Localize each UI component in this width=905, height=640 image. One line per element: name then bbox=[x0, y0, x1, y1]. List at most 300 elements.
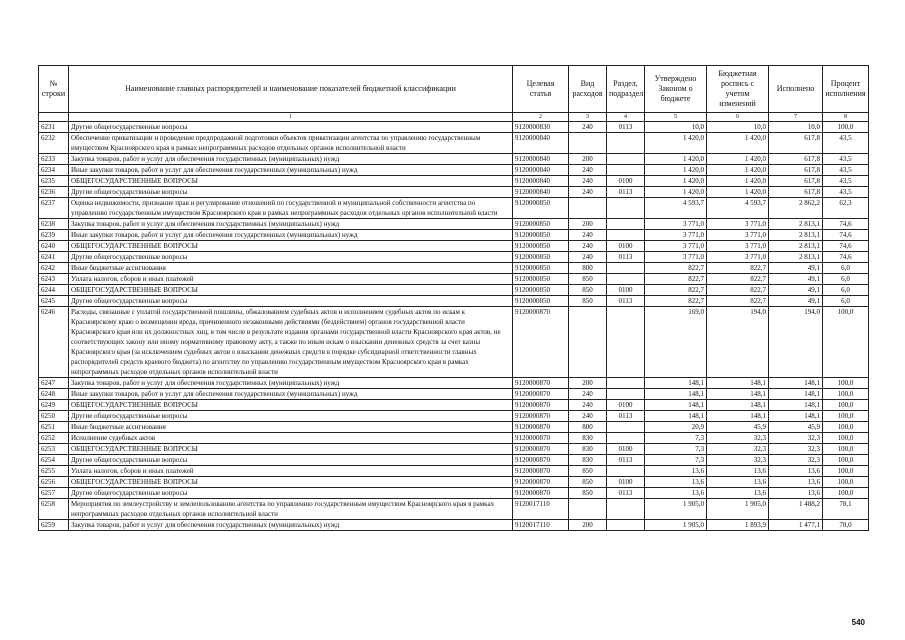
row-name: Оценка недвижимости, признание прав и регулирование отношений по государственной и муниципальной собственности агентства по управлению государственным имуществом Красноярского края в рамках непрограммных расходов отдельных органов исполнительной власти bbox=[69, 198, 513, 219]
row-percent: 74,6 bbox=[823, 230, 869, 241]
row-number: 6249 bbox=[39, 400, 69, 411]
row-name: Другие общегосударственные вопросы bbox=[69, 187, 513, 198]
row-schedule: 10,0 bbox=[707, 122, 769, 133]
row-approved: 822,7 bbox=[645, 285, 707, 296]
row-name: Уплата налогов, сборов и иных платежей bbox=[69, 274, 513, 285]
header-article: Целевая статья bbox=[513, 66, 569, 113]
row-number: 6239 bbox=[39, 230, 69, 241]
row-schedule: 1 420,0 bbox=[707, 176, 769, 187]
table-row bbox=[39, 241, 869, 252]
row-executed: 49,1 bbox=[769, 263, 823, 274]
row-executed: 1 477,1 bbox=[769, 520, 823, 531]
table-row bbox=[39, 488, 869, 499]
row-schedule: 822,7 bbox=[707, 296, 769, 307]
row-number: 6241 bbox=[39, 252, 69, 263]
row-article: 9120000840 bbox=[513, 165, 569, 176]
row-schedule: 148,1 bbox=[707, 400, 769, 411]
row-executed: 10,0 bbox=[769, 122, 823, 133]
header-percent: Процент исполнения bbox=[823, 66, 869, 113]
row-name: Иные закупки товаров, работ и услуг для обеспечения государственных (муниципальных) нужд bbox=[69, 230, 513, 241]
row-executed: 49,1 bbox=[769, 274, 823, 285]
table-row bbox=[39, 133, 869, 154]
header-section: Раздел, подраздел bbox=[607, 66, 645, 113]
row-section: 0113 bbox=[607, 411, 645, 422]
row-kind: 240 bbox=[569, 241, 607, 252]
row-name: Закупка товаров, работ и услуг для обеспечения государственных (муниципальных) нужд bbox=[69, 378, 513, 389]
row-executed: 13,6 bbox=[769, 466, 823, 477]
table-row bbox=[39, 263, 869, 274]
row-number: 6244 bbox=[39, 285, 69, 296]
row-percent: 100,0 bbox=[823, 433, 869, 444]
row-schedule: 1 420,0 bbox=[707, 165, 769, 176]
row-executed: 1 488,2 bbox=[769, 499, 823, 520]
row-schedule: 194,0 bbox=[707, 307, 769, 378]
row-schedule: 822,7 bbox=[707, 274, 769, 285]
row-article: 9120000870 bbox=[513, 477, 569, 488]
row-approved: 7,3 bbox=[645, 433, 707, 444]
table-row bbox=[39, 296, 869, 307]
row-executed: 45,9 bbox=[769, 422, 823, 433]
row-approved: 3 771,0 bbox=[645, 219, 707, 230]
row-schedule: 1 420,0 bbox=[707, 133, 769, 154]
table-row bbox=[39, 433, 869, 444]
row-percent: 78,0 bbox=[823, 520, 869, 531]
row-section: 0113 bbox=[607, 488, 645, 499]
row-schedule: 1 420,0 bbox=[707, 187, 769, 198]
row-number: 6234 bbox=[39, 165, 69, 176]
row-name: Другие общегосударственные вопросы bbox=[69, 411, 513, 422]
budget-table bbox=[38, 65, 869, 531]
row-kind: 200 bbox=[569, 378, 607, 389]
row-kind: 830 bbox=[569, 444, 607, 455]
row-approved: 1 420,0 bbox=[645, 154, 707, 165]
row-name: Иные закупки товаров, работ и услуг для обеспечения государственных (муниципальных) нужд bbox=[69, 389, 513, 400]
row-kind bbox=[569, 133, 607, 154]
row-name: Закупка товаров, работ и услуг для обеспечения государственных (муниципальных) нужд bbox=[69, 154, 513, 165]
row-section bbox=[607, 133, 645, 154]
row-kind: 850 bbox=[569, 477, 607, 488]
row-executed: 2 813,1 bbox=[769, 241, 823, 252]
row-number: 6258 bbox=[39, 499, 69, 520]
row-percent: 43,5 bbox=[823, 176, 869, 187]
row-percent: 43,5 bbox=[823, 187, 869, 198]
row-percent: 100,0 bbox=[823, 422, 869, 433]
row-number: 6252 bbox=[39, 433, 69, 444]
row-section: 0100 bbox=[607, 241, 645, 252]
row-number: 6259 bbox=[39, 520, 69, 531]
row-article: 9120000870 bbox=[513, 378, 569, 389]
row-executed: 148,1 bbox=[769, 411, 823, 422]
table-row bbox=[39, 198, 869, 219]
row-percent: 43,5 bbox=[823, 154, 869, 165]
row-article: 9120000850 bbox=[513, 296, 569, 307]
row-section bbox=[607, 154, 645, 165]
row-percent: 100,0 bbox=[823, 389, 869, 400]
row-schedule: 3 771,0 bbox=[707, 252, 769, 263]
row-section: 0113 bbox=[607, 296, 645, 307]
row-kind: 850 bbox=[569, 466, 607, 477]
row-schedule: 3 771,0 bbox=[707, 241, 769, 252]
row-executed: 617,8 bbox=[769, 133, 823, 154]
row-approved: 7,3 bbox=[645, 455, 707, 466]
row-executed: 13,6 bbox=[769, 477, 823, 488]
row-section: 0113 bbox=[607, 455, 645, 466]
row-name: ОБЩЕГОСУДАРСТВЕННЫЕ ВОПРОСЫ bbox=[69, 176, 513, 187]
table-row bbox=[39, 389, 869, 400]
row-approved: 1 420,0 bbox=[645, 176, 707, 187]
row-article: 9120000870 bbox=[513, 422, 569, 433]
row-number: 6240 bbox=[39, 241, 69, 252]
row-kind bbox=[569, 499, 607, 520]
row-schedule: 148,1 bbox=[707, 411, 769, 422]
row-percent: 62,3 bbox=[823, 198, 869, 219]
row-section bbox=[607, 466, 645, 477]
row-number: 6248 bbox=[39, 389, 69, 400]
row-schedule: 1 420,0 bbox=[707, 154, 769, 165]
row-approved: 10,0 bbox=[645, 122, 707, 133]
row-schedule: 13,6 bbox=[707, 488, 769, 499]
row-approved: 148,1 bbox=[645, 378, 707, 389]
row-article: 9120000830 bbox=[513, 122, 569, 133]
row-name: Иные бюджетные ассигнования bbox=[69, 263, 513, 274]
table-row bbox=[39, 520, 869, 531]
row-percent: 100,0 bbox=[823, 307, 869, 378]
row-schedule: 4 593,7 bbox=[707, 198, 769, 219]
row-number: 6246 bbox=[39, 307, 69, 378]
row-article: 9120000870 bbox=[513, 433, 569, 444]
row-number: 6250 bbox=[39, 411, 69, 422]
row-article: 9120000840 bbox=[513, 187, 569, 198]
row-article: 9120000850 bbox=[513, 252, 569, 263]
row-executed: 49,1 bbox=[769, 296, 823, 307]
table-row bbox=[39, 122, 869, 133]
row-approved: 13,6 bbox=[645, 488, 707, 499]
row-section bbox=[607, 198, 645, 219]
row-approved: 20,9 bbox=[645, 422, 707, 433]
row-schedule: 822,7 bbox=[707, 263, 769, 274]
row-percent: 100,0 bbox=[823, 378, 869, 389]
row-approved: 3 771,0 bbox=[645, 241, 707, 252]
row-schedule: 1 893,9 bbox=[707, 520, 769, 531]
row-section bbox=[607, 422, 645, 433]
row-percent: 74,6 bbox=[823, 219, 869, 230]
row-approved: 1 905,0 bbox=[645, 499, 707, 520]
table-row bbox=[39, 466, 869, 477]
row-number: 6236 bbox=[39, 187, 69, 198]
row-schedule: 148,1 bbox=[707, 378, 769, 389]
row-percent: 100,0 bbox=[823, 455, 869, 466]
row-percent: 6,0 bbox=[823, 296, 869, 307]
col-number: 5 bbox=[645, 113, 707, 122]
row-number: 6242 bbox=[39, 263, 69, 274]
row-schedule: 3 771,0 bbox=[707, 219, 769, 230]
row-article: 9120000850 bbox=[513, 263, 569, 274]
table-row bbox=[39, 411, 869, 422]
row-article: 9120000840 bbox=[513, 176, 569, 187]
row-kind: 200 bbox=[569, 154, 607, 165]
table-row bbox=[39, 422, 869, 433]
row-name: Закупка товаров, работ и услуг для обеспечения государственных (муниципальных) нужд bbox=[69, 520, 513, 531]
row-section bbox=[607, 219, 645, 230]
row-name: ОБЩЕГОСУДАРСТВЕННЫЕ ВОПРОСЫ bbox=[69, 400, 513, 411]
row-executed: 617,8 bbox=[769, 187, 823, 198]
row-percent: 74,6 bbox=[823, 252, 869, 263]
row-schedule: 3 771,0 bbox=[707, 230, 769, 241]
table-row bbox=[39, 444, 869, 455]
page-number: 540 bbox=[851, 618, 865, 627]
row-kind: 830 bbox=[569, 433, 607, 444]
row-section: 0100 bbox=[607, 400, 645, 411]
row-kind: 850 bbox=[569, 274, 607, 285]
row-section: 0113 bbox=[607, 187, 645, 198]
row-executed: 194,0 bbox=[769, 307, 823, 378]
table-row bbox=[39, 165, 869, 176]
row-number: 6237 bbox=[39, 198, 69, 219]
row-percent: 100,0 bbox=[823, 488, 869, 499]
col-number: 7 bbox=[769, 113, 823, 122]
row-kind bbox=[569, 198, 607, 219]
row-kind: 240 bbox=[569, 176, 607, 187]
table-row bbox=[39, 378, 869, 389]
row-percent: 100,0 bbox=[823, 466, 869, 477]
row-number: 6254 bbox=[39, 455, 69, 466]
row-schedule: 1 905,0 bbox=[707, 499, 769, 520]
row-schedule: 32,3 bbox=[707, 433, 769, 444]
row-percent: 100,0 bbox=[823, 411, 869, 422]
row-section: 0100 bbox=[607, 176, 645, 187]
row-number: 6253 bbox=[39, 444, 69, 455]
table-row bbox=[39, 176, 869, 187]
col-number: 1 bbox=[69, 113, 513, 122]
row-approved: 148,1 bbox=[645, 400, 707, 411]
col-number-blank bbox=[39, 113, 69, 122]
row-executed: 148,1 bbox=[769, 400, 823, 411]
table-row bbox=[39, 455, 869, 466]
row-section bbox=[607, 165, 645, 176]
row-executed: 148,1 bbox=[769, 389, 823, 400]
table-row bbox=[39, 274, 869, 285]
row-section bbox=[607, 433, 645, 444]
header-row-number: № строки bbox=[39, 66, 69, 113]
row-schedule: 148,1 bbox=[707, 389, 769, 400]
table-row bbox=[39, 285, 869, 296]
row-name: Обеспечение приватизации и проведение предпродажной подготовки объектов приватизации агентства по управлению государственным имуществом Красноярского края в рамках непрограммных расходов отдельных органов исполнительной власти bbox=[69, 133, 513, 154]
row-name: Иные бюджетные ассигнования bbox=[69, 422, 513, 433]
row-name: ОБЩЕГОСУДАРСТВЕННЫЕ ВОПРОСЫ bbox=[69, 241, 513, 252]
budget-table-sheet bbox=[38, 65, 868, 531]
row-kind: 240 bbox=[569, 122, 607, 133]
row-section bbox=[607, 230, 645, 241]
row-number: 6231 bbox=[39, 122, 69, 133]
row-section bbox=[607, 274, 645, 285]
row-percent: 6,0 bbox=[823, 263, 869, 274]
row-article: 9120000850 bbox=[513, 285, 569, 296]
row-name: Мероприятия по землеустройству и землепользованию агентства по управлению государственным имуществом Красноярского края в рамках непрограммных расходов отдельных органов исполнительной власти bbox=[69, 499, 513, 520]
row-article: 9120000870 bbox=[513, 400, 569, 411]
row-percent: 74,6 bbox=[823, 241, 869, 252]
row-article: 9120000870 bbox=[513, 488, 569, 499]
row-executed: 49,1 bbox=[769, 285, 823, 296]
row-approved: 148,1 bbox=[645, 411, 707, 422]
row-percent: 100,0 bbox=[823, 122, 869, 133]
row-name: Закупка товаров, работ и услуг для обеспечения государственных (муниципальных) нужд bbox=[69, 219, 513, 230]
row-number: 6233 bbox=[39, 154, 69, 165]
row-section bbox=[607, 520, 645, 531]
row-approved: 7,3 bbox=[645, 444, 707, 455]
row-kind: 240 bbox=[569, 187, 607, 198]
row-approved: 13,6 bbox=[645, 466, 707, 477]
row-approved: 1 420,0 bbox=[645, 165, 707, 176]
row-executed: 148,1 bbox=[769, 378, 823, 389]
table-row bbox=[39, 219, 869, 230]
table-row bbox=[39, 230, 869, 241]
row-name: Уплата налогов, сборов и иных платежей bbox=[69, 466, 513, 477]
row-article: 9120000840 bbox=[513, 154, 569, 165]
table-row bbox=[39, 252, 869, 263]
row-section: 0113 bbox=[607, 122, 645, 133]
row-executed: 617,8 bbox=[769, 154, 823, 165]
row-number: 6238 bbox=[39, 219, 69, 230]
col-number: 4 bbox=[607, 113, 645, 122]
row-percent: 43,5 bbox=[823, 133, 869, 154]
row-article: 9120017110 bbox=[513, 520, 569, 531]
row-approved: 822,7 bbox=[645, 263, 707, 274]
row-name: Другие общегосударственные вопросы bbox=[69, 252, 513, 263]
row-number: 6235 bbox=[39, 176, 69, 187]
row-name: Другие общегосударственные вопросы bbox=[69, 296, 513, 307]
row-number: 6247 bbox=[39, 378, 69, 389]
row-approved: 148,1 bbox=[645, 389, 707, 400]
row-schedule: 45,9 bbox=[707, 422, 769, 433]
row-article: 9120000850 bbox=[513, 219, 569, 230]
row-percent: 43,5 bbox=[823, 165, 869, 176]
table-row bbox=[39, 499, 869, 520]
row-schedule: 822,7 bbox=[707, 285, 769, 296]
row-schedule: 13,6 bbox=[707, 466, 769, 477]
row-number: 6255 bbox=[39, 466, 69, 477]
row-article: 9120000870 bbox=[513, 444, 569, 455]
row-article: 9120000870 bbox=[513, 307, 569, 378]
row-article: 9120000870 bbox=[513, 466, 569, 477]
row-approved: 3 771,0 bbox=[645, 252, 707, 263]
row-percent: 78,1 bbox=[823, 499, 869, 520]
row-article: 9120000870 bbox=[513, 411, 569, 422]
row-number: 6232 bbox=[39, 133, 69, 154]
row-approved: 3 771,0 bbox=[645, 230, 707, 241]
row-article: 9120000850 bbox=[513, 230, 569, 241]
row-percent: 6,0 bbox=[823, 285, 869, 296]
row-kind: 850 bbox=[569, 296, 607, 307]
col-number: 8 bbox=[823, 113, 869, 122]
row-executed: 32,3 bbox=[769, 433, 823, 444]
header-schedule: Бюджетная роспись с учетом изменений bbox=[707, 66, 769, 113]
col-number: 3 bbox=[569, 113, 607, 122]
row-section: 0100 bbox=[607, 444, 645, 455]
row-section bbox=[607, 499, 645, 520]
col-number: 6 bbox=[707, 113, 769, 122]
row-schedule: 32,3 bbox=[707, 455, 769, 466]
row-kind: 240 bbox=[569, 400, 607, 411]
row-section: 0100 bbox=[607, 477, 645, 488]
row-executed: 617,8 bbox=[769, 176, 823, 187]
header-kind: Вид расходов bbox=[569, 66, 607, 113]
header-executed: Исполнено bbox=[769, 66, 823, 113]
row-executed: 617,8 bbox=[769, 165, 823, 176]
row-approved: 822,7 bbox=[645, 274, 707, 285]
row-article: 9120000850 bbox=[513, 241, 569, 252]
row-schedule: 32,3 bbox=[707, 444, 769, 455]
row-number: 6245 bbox=[39, 296, 69, 307]
row-kind bbox=[569, 307, 607, 378]
row-kind: 800 bbox=[569, 422, 607, 433]
row-percent: 100,0 bbox=[823, 400, 869, 411]
row-approved: 169,0 bbox=[645, 307, 707, 378]
row-approved: 1 905,0 bbox=[645, 520, 707, 531]
row-approved: 822,7 bbox=[645, 296, 707, 307]
row-name: ОБЩЕГОСУДАРСТВЕННЫЕ ВОПРОСЫ bbox=[69, 285, 513, 296]
table-row bbox=[39, 187, 869, 198]
row-article: 9120000870 bbox=[513, 455, 569, 466]
row-kind: 240 bbox=[569, 252, 607, 263]
col-number: 2 bbox=[513, 113, 569, 122]
row-name: Исполнение судебных актов bbox=[69, 433, 513, 444]
row-article: 9120017110 bbox=[513, 499, 569, 520]
row-name: Другие общегосударственные вопросы bbox=[69, 488, 513, 499]
row-executed: 2 813,1 bbox=[769, 252, 823, 263]
row-section: 0100 bbox=[607, 285, 645, 296]
row-executed: 13,6 bbox=[769, 488, 823, 499]
row-article: 9120000850 bbox=[513, 274, 569, 285]
row-approved: 1 420,0 bbox=[645, 187, 707, 198]
row-percent: 6,0 bbox=[823, 274, 869, 285]
row-number: 6243 bbox=[39, 274, 69, 285]
row-section bbox=[607, 263, 645, 274]
header-approved: Утверждено Законом о бюджете bbox=[645, 66, 707, 113]
row-executed: 2 813,1 bbox=[769, 219, 823, 230]
table-row bbox=[39, 307, 869, 378]
row-number: 6257 bbox=[39, 488, 69, 499]
row-kind: 830 bbox=[569, 455, 607, 466]
row-percent: 100,0 bbox=[823, 444, 869, 455]
row-kind: 850 bbox=[569, 285, 607, 296]
row-approved: 1 420,0 bbox=[645, 133, 707, 154]
row-executed: 2 813,1 bbox=[769, 230, 823, 241]
row-article: 9120000840 bbox=[513, 133, 569, 154]
row-executed: 32,3 bbox=[769, 444, 823, 455]
row-kind: 200 bbox=[569, 520, 607, 531]
row-name: Другие общегосударственные вопросы bbox=[69, 455, 513, 466]
row-kind: 240 bbox=[569, 389, 607, 400]
row-approved: 4 593,7 bbox=[645, 198, 707, 219]
row-kind: 240 bbox=[569, 230, 607, 241]
row-executed: 2 862,2 bbox=[769, 198, 823, 219]
row-number: 6256 bbox=[39, 477, 69, 488]
row-kind: 240 bbox=[569, 411, 607, 422]
table-row bbox=[39, 154, 869, 165]
row-kind: 200 bbox=[569, 219, 607, 230]
row-article: 9120000870 bbox=[513, 389, 569, 400]
row-name: ОБЩЕГОСУДАРСТВЕННЫЕ ВОПРОСЫ bbox=[69, 477, 513, 488]
row-kind: 850 bbox=[569, 488, 607, 499]
row-section bbox=[607, 378, 645, 389]
row-section bbox=[607, 389, 645, 400]
row-name: Расходы, связанные с уплатой государственной пошлины, обжалованием судебных актов и исполнением судебных актов по искам к Красноярскому краю о возмещении вреда, причиненного незаконными действиями (бездействием) органов государственной власти Красноярского края или их должностных лиц, в том числе в результате издания органами государственной власти Красноярского края актов, не соответствующих закону или иному нормативному правовому акту, а также по иным искам о взыскании денежных средств за счет казны Красноярского края (за исключением судебных актов о взыскании денежных средств в порядке субсидиарной ответственности главных распорядителей средств краевого бюджета) по агентству по управлению государственным имуществом Красноярского края в рамках непрограммных расходов отдельных органов исполнительной власти bbox=[69, 307, 513, 378]
header-name: Наименование главных распорядителей и наименование показателей бюджетной классификации bbox=[69, 66, 513, 113]
table-row bbox=[39, 477, 869, 488]
row-article: 9120000850 bbox=[513, 198, 569, 219]
row-approved: 13,6 bbox=[645, 477, 707, 488]
row-name: ОБЩЕГОСУДАРСТВЕННЫЕ ВОПРОСЫ bbox=[69, 444, 513, 455]
